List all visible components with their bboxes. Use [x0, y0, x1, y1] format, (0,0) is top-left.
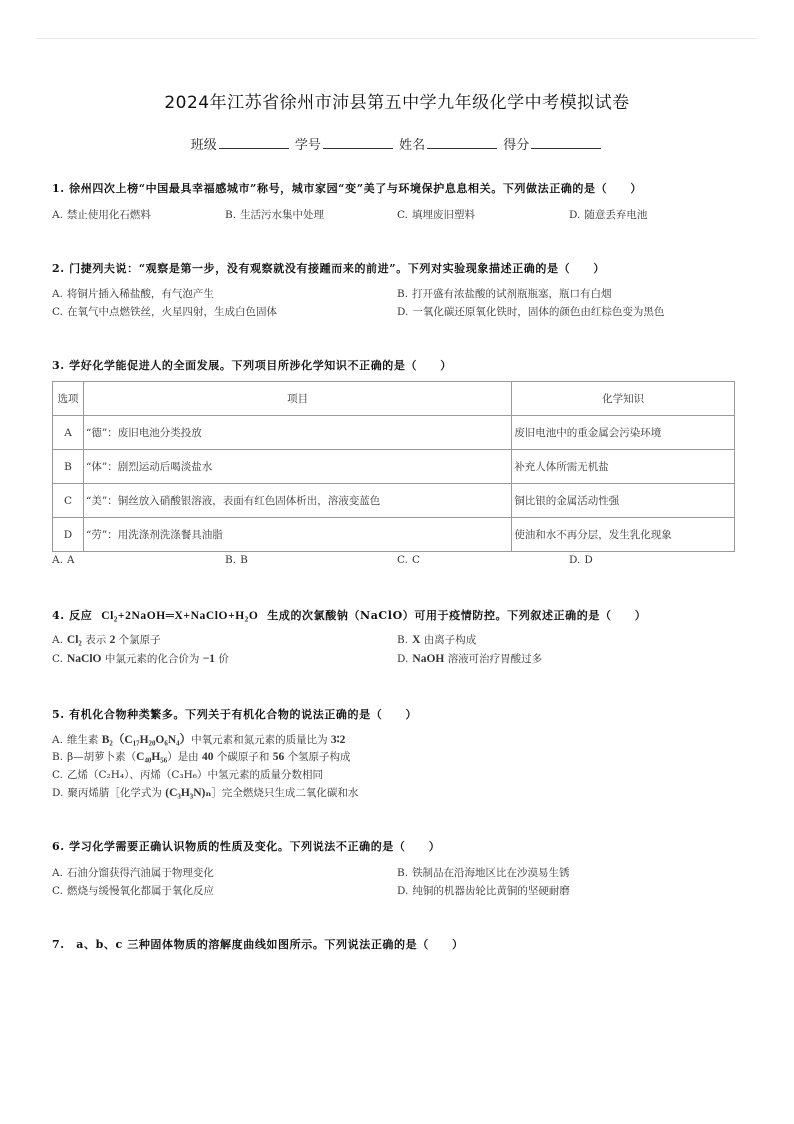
question-5-stem: 5. 有机化合物种类繁多。下列关于有机化合物的说法正确的是（ ） — [52, 708, 418, 721]
question-3-table — [52, 381, 735, 552]
table-header-row — [53, 382, 735, 416]
table-cell: “劳”：用洗涤剂洗涤餐具油脂 — [83, 518, 511, 552]
table-row — [53, 518, 735, 552]
student-number-blank[interactable] — [323, 136, 393, 149]
table-cell: 铜比银的金属活动性强 — [512, 484, 735, 518]
question-3-option-c[interactable]: C. C — [397, 554, 421, 566]
score-blank[interactable] — [531, 136, 601, 149]
table-row — [53, 416, 735, 450]
question-1-option-c[interactable]: C. 填埋废旧塑料 — [397, 209, 475, 221]
header-rule — [36, 38, 758, 39]
student-info-line — [0, 134, 794, 153]
question-7-stem: 7. a、b、c 三种固体物质的溶解度曲线如图所示。下列说法正确的是（ ） — [52, 938, 464, 951]
table-cell: C — [53, 484, 84, 518]
question-4-option-d[interactable]: D. NaOH 溶液可治疗胃酸过多 — [397, 653, 543, 665]
question-4-option-b[interactable]: B. X 由离子构成 — [397, 634, 477, 646]
question-2-option-a[interactable]: A. 将铜片插入稀盐酸，有气泡产生 — [52, 288, 214, 300]
question-1-option-d[interactable]: D. 随意丢弃电池 — [569, 209, 648, 221]
question-6-option-c[interactable]: C. 燃烧与缓慢氧化都属于氧化反应 — [52, 885, 214, 897]
question-5-option-d[interactable]: D. 聚丙烯腈［化学式为 (C₃H₃N)ₙ］完全燃烧只生成二氧化碳和水 — [52, 787, 359, 799]
question-6-option-a[interactable]: A. 石油分馏获得汽油属于物理变化 — [52, 867, 214, 879]
table-row — [53, 484, 735, 518]
score-label: 得分 — [503, 138, 530, 153]
question-4-stem: 4. 反应 Cl₂+2NaOH═X+NaClO+H₂O 生成的次氯酸钠（NaClO）可用于疫情防控。下列叙述正确的是（ ） — [52, 609, 647, 622]
question-2-option-d[interactable]: D. 一氧化碳还原氧化铁时，固体的颜色由红棕色变为黑色 — [397, 306, 665, 318]
table-header-cell: 化学知识 — [512, 382, 735, 416]
reaction-equation: Cl₂+2NaOH═X+NaClO+H₂O — [101, 610, 259, 622]
question-4-option-a[interactable]: A. Cl₂ 表示 2 个氯原子 — [52, 634, 161, 646]
question-5-option-b[interactable]: B. β—胡萝卜素（C₄₀H₅₆）是由 40 个碳原子和 56 个氢原子构成 — [52, 751, 351, 763]
name-blank[interactable] — [427, 136, 497, 149]
table-cell: 补充人体所需无机盐 — [512, 450, 735, 484]
question-2-option-c[interactable]: C. 在氧气中点燃铁丝，火星四射，生成白色固体 — [52, 306, 277, 318]
class-label: 班级 — [190, 138, 217, 153]
table-cell: 废旧电池中的重金属会污染环境 — [512, 416, 735, 450]
question-3-option-a[interactable]: A. A — [52, 554, 75, 566]
question-4-option-c[interactable]: C. NaClO 中氯元素的化合价为 −1 价 — [52, 653, 229, 665]
question-2-stem: 2. 门捷列夫说：“观察是第一步，没有观察就没有接踵而来的前进”。下列对实验现象描述正确的是（ ） — [52, 262, 605, 275]
question-3-option-d[interactable]: D. D — [569, 554, 593, 566]
table-row — [53, 450, 735, 484]
table-cell: 使油和水不再分层，发生乳化现象 — [512, 518, 735, 552]
question-3-option-b[interactable]: B. B — [225, 554, 248, 566]
question-6-option-b[interactable]: B. 铁制品在沿海地区比在沙漠易生锈 — [397, 867, 570, 879]
question-5-option-a[interactable]: A. 维生素 B₂（C₁₇H₂₀O₆N₄）中氧元素和氮元素的质量比为 3∶2 — [52, 734, 346, 746]
table-cell: “体”：剧烈运动后喝淡盐水 — [83, 450, 511, 484]
question-1-option-a[interactable]: A. 禁止使用化石燃料 — [52, 209, 151, 221]
student-number-label: 学号 — [294, 138, 321, 153]
page-title: 2024年江苏省徐州市沛县第五中学九年级化学中考模拟试卷 — [164, 93, 630, 113]
name-label: 姓名 — [399, 138, 426, 153]
question-3-stem: 3. 学好化学能促进人的全面发展。下列项目所涉化学知识不正确的是（ ） — [52, 359, 452, 372]
table-cell: A — [53, 416, 84, 450]
table-header-cell: 项目 — [83, 382, 511, 416]
table-cell: D — [53, 518, 84, 552]
table-header-cell: 选项 — [53, 382, 84, 416]
table-cell: B — [53, 450, 84, 484]
question-2-option-b[interactable]: B. 打开盛有浓盐酸的试剂瓶瓶塞，瓶口有白烟 — [397, 288, 612, 300]
question-1-option-b[interactable]: B. 生活污水集中处理 — [225, 209, 325, 221]
question-5-option-c[interactable]: C. 乙烯（C₂H₄）、丙烯（C₃H₆）中氢元素的质量分数相同 — [52, 769, 323, 781]
question-1-stem: 1. 徐州四次上榜“中国最具幸福感城市”称号，城市家园“变”美了与环境保护息息相关。下列做法正确的是（ ） — [52, 182, 643, 195]
class-blank[interactable] — [219, 136, 289, 149]
table-cell: “德”：废旧电池分类投放 — [83, 416, 511, 450]
table-cell: “美”：铜丝放入硝酸银溶液，表面有红色固体析出，溶液变蓝色 — [83, 484, 511, 518]
question-6-stem: 6. 学习化学需要正确认识物质的性质及变化。下列说法不正确的是（ ） — [52, 840, 441, 853]
question-6-option-d[interactable]: D. 纯铜的机器齿轮比黄铜的坚硬耐磨 — [397, 885, 570, 897]
